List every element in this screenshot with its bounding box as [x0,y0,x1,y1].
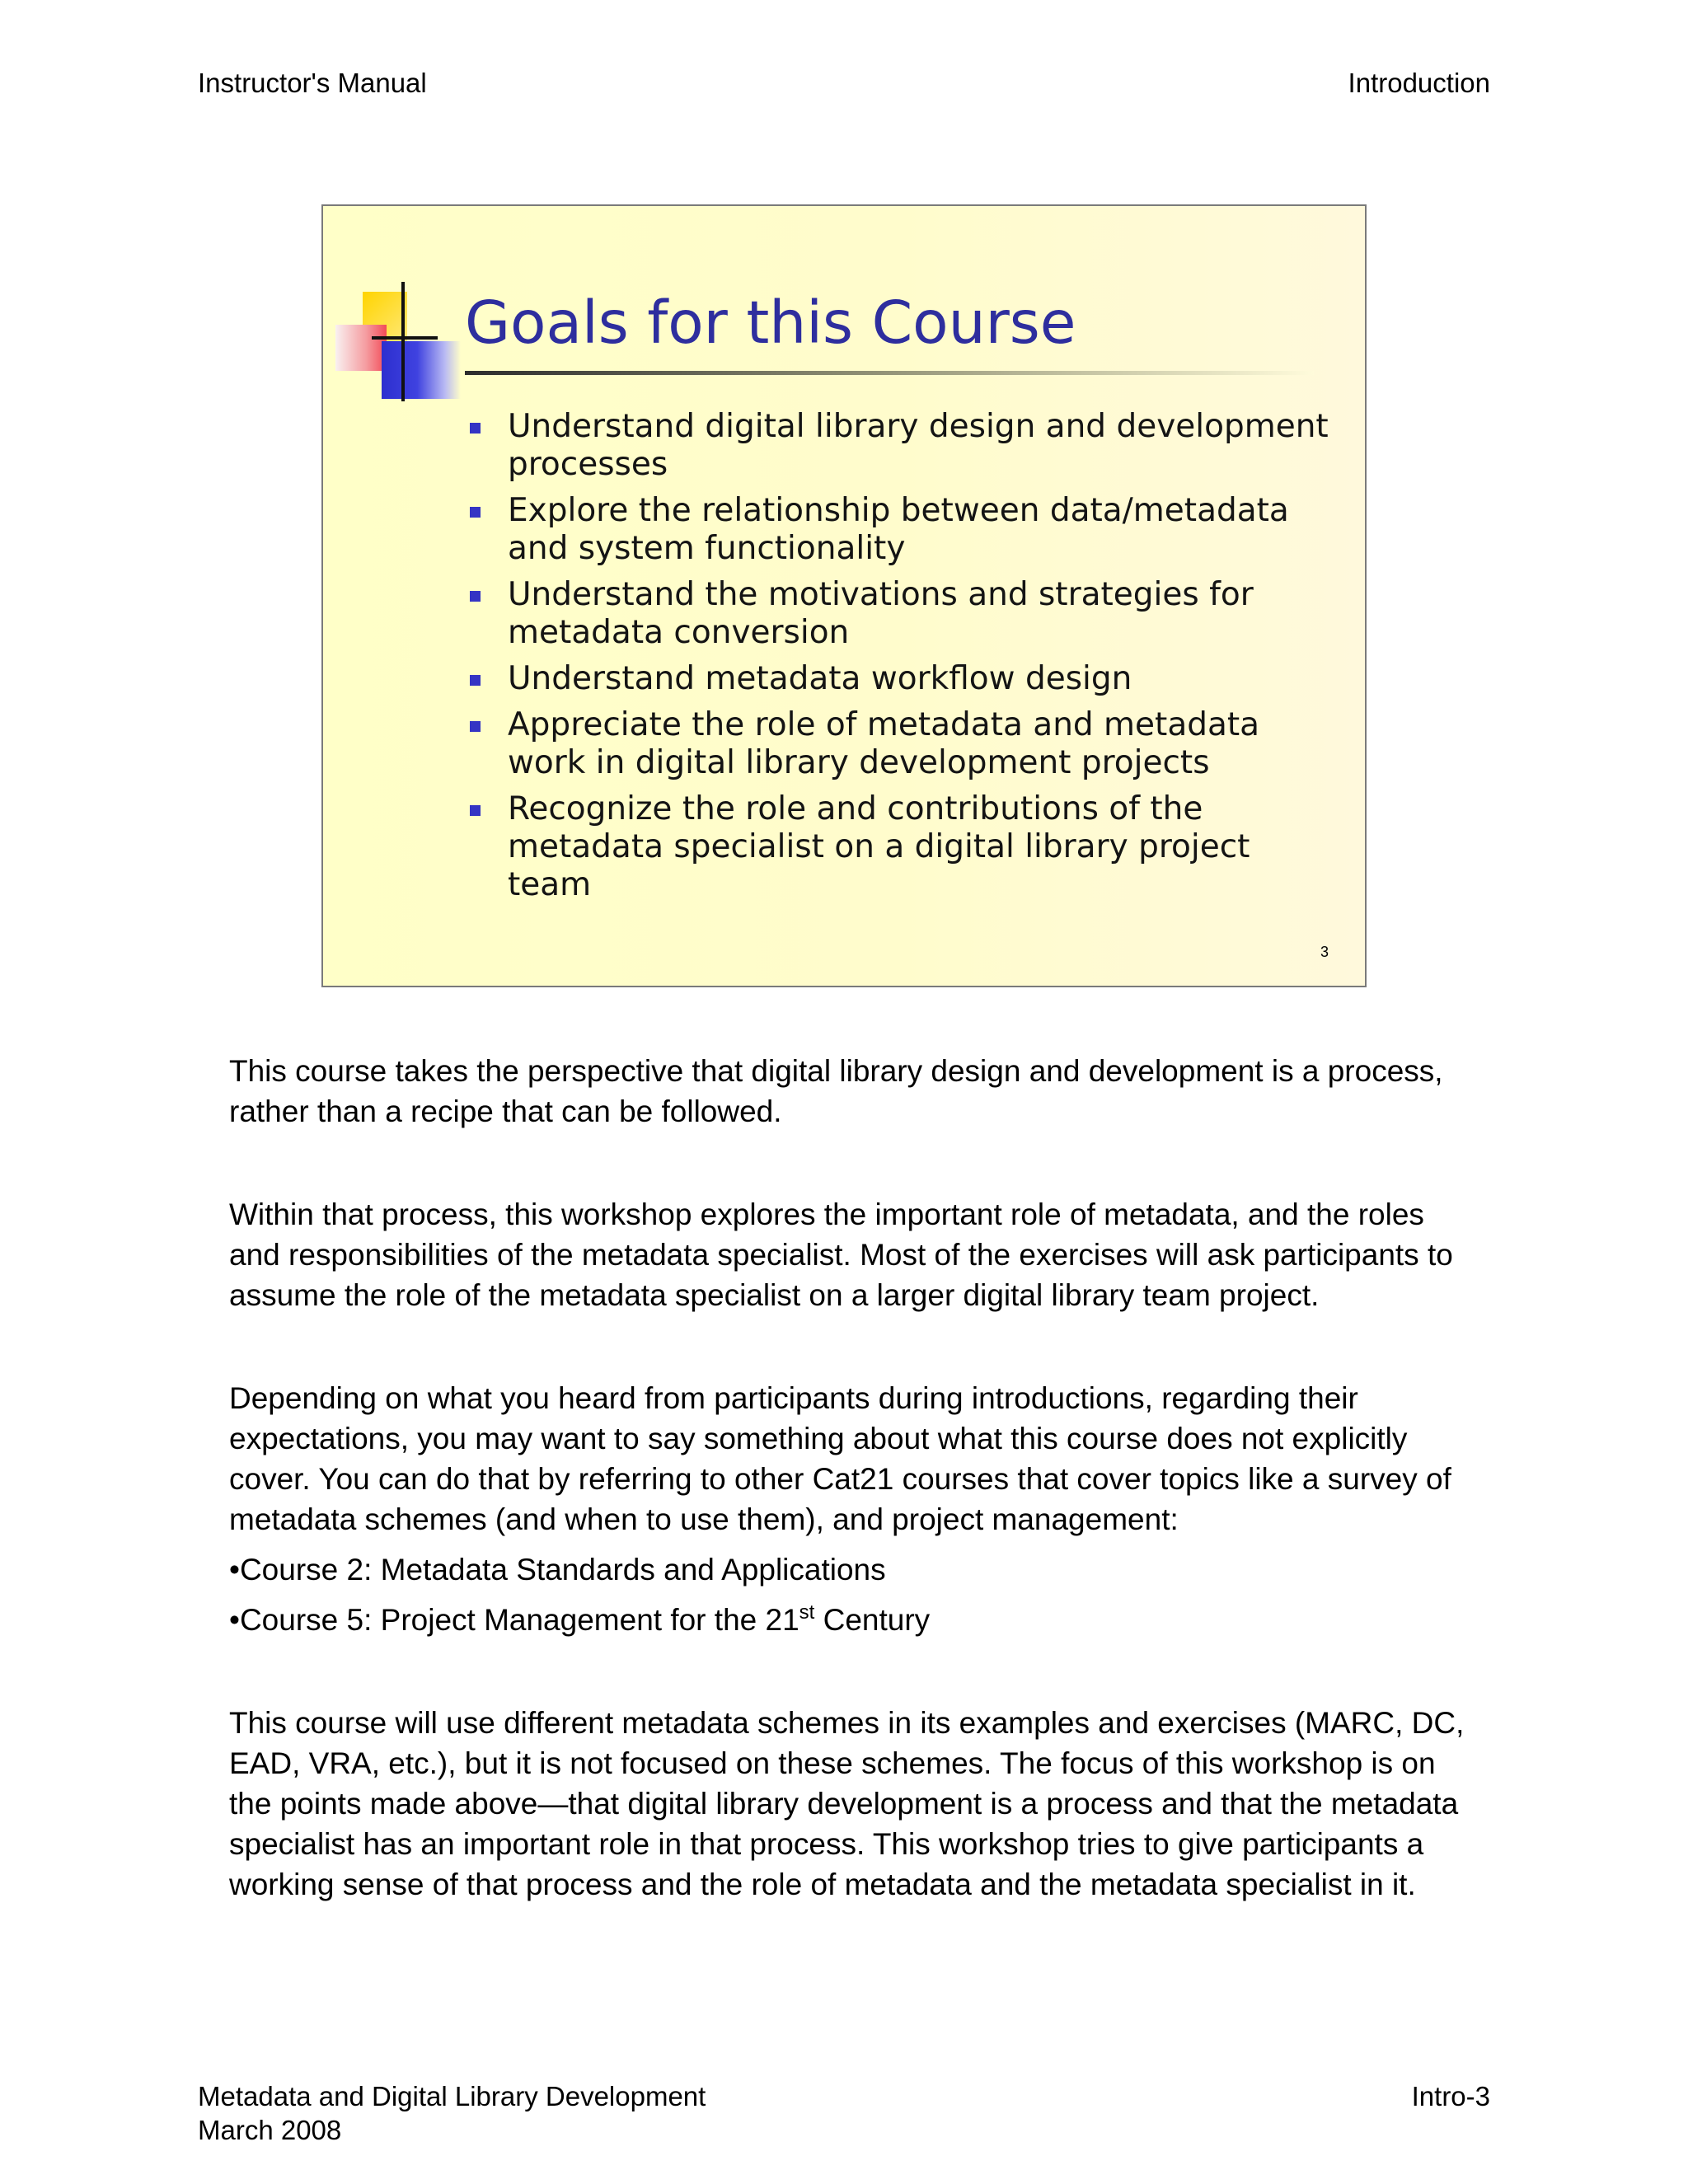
course-5-item [229,1600,1465,1640]
notes-paragraph-2: Within that process, this workshop explores the important role of metadata, and the roles and responsibilities of the metadata specialist. Most of the exercises will ask participants to assume the role of the metadata specialist on a larger digital library team project. [229,1197,1453,1312]
slide-bullet: Understand the motivations and strategies for metadata conversion [465,576,1339,652]
notes-paragraph-1: This course takes the perspective that digital library design and development is a process, rather than a recipe that can be followed. [229,1054,1443,1128]
logo-red-square [335,325,387,371]
slide-bullet: Recognize the role and contributions of the metadata specialist on a digital library project team [465,790,1339,904]
slide-number: 3 [1320,944,1329,960]
slide-title: Goals for this Course [465,288,1076,357]
notes-paragraph-4: This course will use different metadata schemes in its examples and exercises (MARC, DC, EAD, VRA, etc.), but it is not focused on these schemes. The focus of this workshop is on the points made above—that digital library development is a process and that the metadata specialist has an important role in that process. This workshop tries to give participants a working sense of that process and the role of metadata and the metadata specialist in it. [229,1706,1465,1901]
instructor-notes [229,1051,1465,1967]
slide-bullet-list [465,408,1339,912]
logo-vertical-line [401,282,405,401]
title-underline [465,371,1314,375]
logo-blue-square [382,341,461,399]
footer-course-title: Metadata and Digital Library Development [198,2081,706,2111]
course-2-item: •Course 2: Metadata Standards and Applications [229,1553,886,1586]
slide-thumbnail [321,204,1367,987]
footer-date: March 2008 [198,2115,342,2145]
footer-left [198,2079,706,2147]
header-left: Instructor's Manual [198,68,427,98]
header-right: Introduction [1348,68,1490,98]
course-5-superscript: st [799,1601,815,1624]
course-5-suffix: Century [814,1603,931,1637]
slide-bullet: Understand metadata workflow design [465,660,1339,698]
logo-horizontal-line [372,336,438,340]
footer-page-number: Intro-3 [1411,2081,1490,2111]
slide-bullet: Appreciate the role of metadata and metadata work in digital library development projects [465,706,1339,782]
course-5-text: •Course 5: Project Management for the 21 [229,1603,799,1637]
slide-bullet: Explore the relationship between data/metadata and system functionality [465,492,1339,568]
notes-paragraph-3: Depending on what you heard from participants during introductions, regarding their expectations, you may want to say something about what this course does not explicitly cover. You can do that by referring to other Cat21 courses that cover topics like a survey of metadata schemes (and when to use them), and project management: [229,1381,1451,1536]
slide-logo-icon [335,282,467,405]
slide-bullet: Understand digital library design and development processes [465,408,1339,484]
